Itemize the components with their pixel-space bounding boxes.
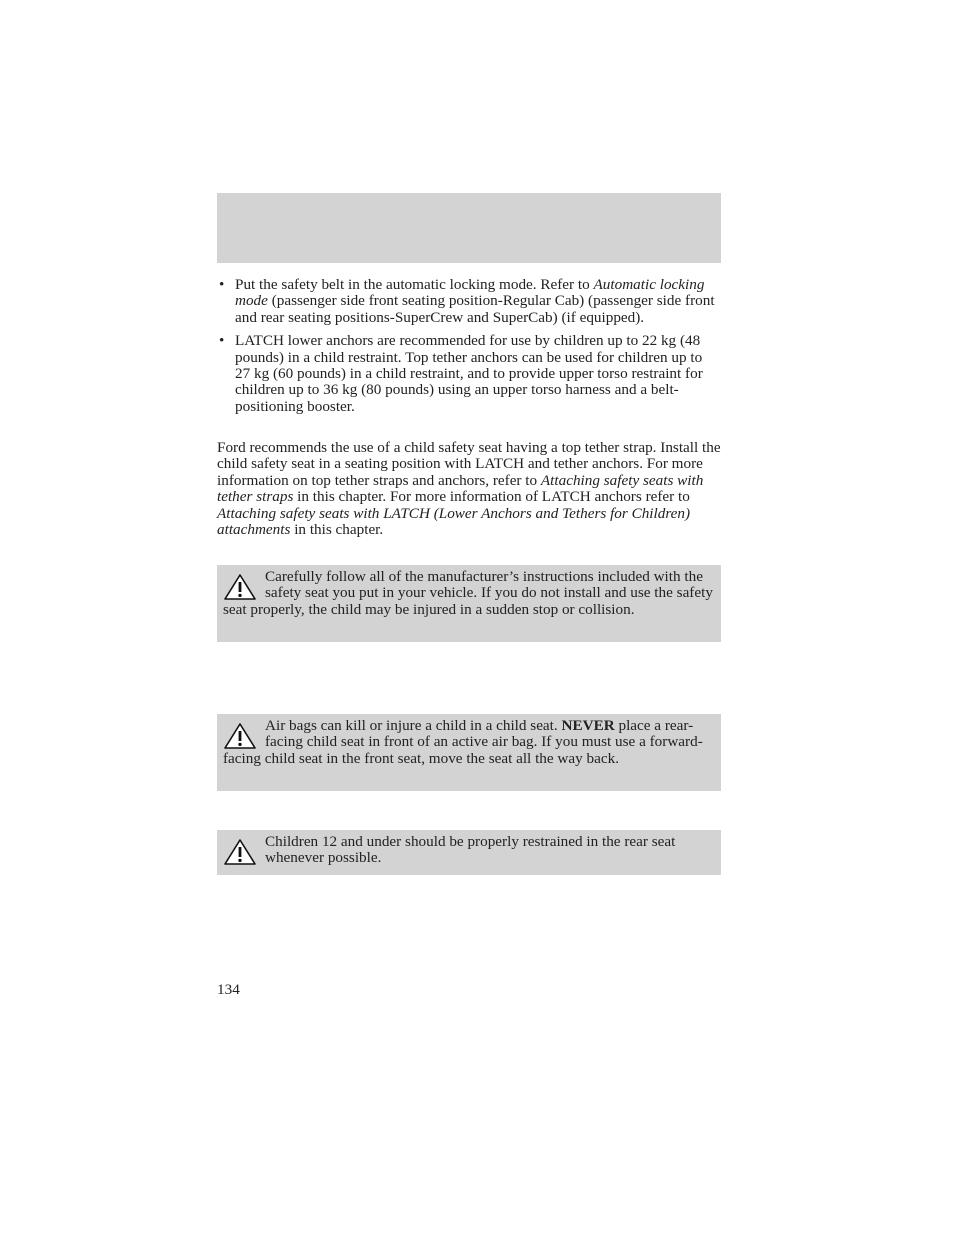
paragraph-text: in this chapter. [290,521,384,539]
warning-triangle-icon [223,573,257,601]
warning-emphasis: NEVER [561,717,615,734]
list-item [217,333,721,415]
paragraph-reference: Attaching safety seats with tether straps [217,471,704,506]
bullet-list [217,277,721,422]
warning-box [217,830,721,875]
header-band [217,193,721,263]
warning-text-part: Air bags can kill or injure a child in a child seat. [265,717,562,734]
warning-text: Carefully follow all of the manufacturer’s instructions included with the safety seat you put in your vehicle. If you do not install and use the safety seat properly, the child may be injured in a sudden stop or collision. [223,568,713,618]
warning-box [217,565,721,642]
bullet-text: (passenger side front seating position-Regular Cab) (passenger side front and rear seating positions-SuperCrew and SuperCab) (if equipped). [235,292,715,326]
list-item [217,277,721,326]
body-paragraph [217,440,721,538]
warning-text: Children 12 and under should be properly restrained in the rear seat whenever possible. [265,833,676,867]
warning-triangle-icon [223,722,257,750]
bullet-dot: • [219,332,225,350]
page-number: 134 [217,981,240,998]
paragraph-text: in this chapter. For more information of LATCH anchors refer to [293,488,690,506]
warning-box [217,714,721,791]
paragraph-text: Ford recommends the use of a child safety seat having a top tether strap. Install the child safety seat in a seating position with LATCH and tether anchors. For more information on top tether straps and anchors, refer to [217,439,721,489]
paragraph-reference: Attaching safety seats with LATCH (Lower Anchors and Tethers for Children) attachments [217,504,691,539]
bullet-reference: Automatic locking mode [235,276,705,310]
bullet-text: Put the safety belt in the automatic locking mode. Refer to [235,276,594,293]
bullet-dot: • [219,276,225,293]
bullet-text: LATCH lower anchors are recommended for use by children up to 22 kg (48 pounds) in a child restraint. Top tether anchors can be used for children up to 27 kg (60 pounds) in a child restraint, and to provide upper torso restraint for children up to 36 kg (80 pounds) using an upper torso harness and a belt-positioning booster. [235,332,703,415]
warning-text-part: place a rear-facing child seat in front of an active air bag. If you must use a forward-facing child seat in the front seat, move the seat all the way back. [223,717,703,767]
warning-triangle-icon [223,838,257,866]
warning-text [223,718,715,767]
